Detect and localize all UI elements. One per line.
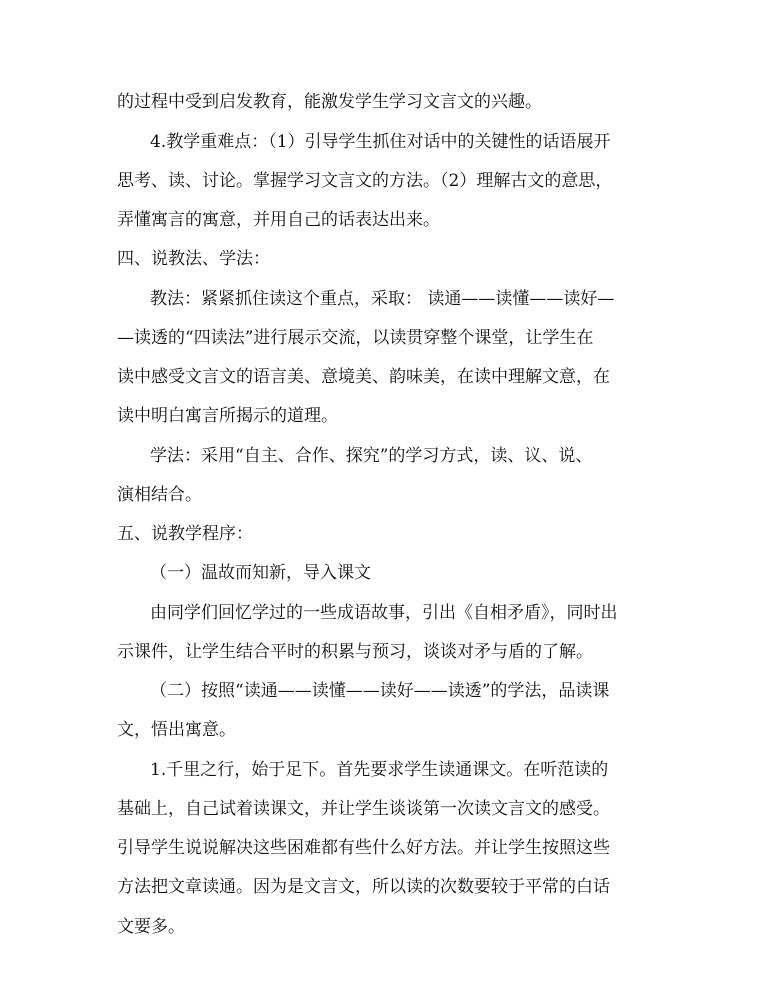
text-line: 教法：紧紧抓住读这个重点，采取： 读通——读懂——读好— bbox=[150, 289, 615, 309]
text-line: 基础上，自己试着读课文，并让学生谈谈第一次读文言文的感受。 bbox=[117, 799, 610, 819]
text-line: 方法把文章读通。因为是文言文，所以读的次数要较于平常的白话 bbox=[117, 877, 610, 897]
text-line: 示课件，让学生结合平时的积累与预习，谈谈对矛与盾的了解。 bbox=[117, 642, 593, 662]
text-line: 1.千里之行，始于足下。首先要求学生读通课文。在听范读的 bbox=[150, 760, 609, 780]
text-line: 读中感受文言文的语言美、意境美、韵味美，在读中理解文意，在 bbox=[117, 367, 610, 387]
text-line: 演相结合。 bbox=[117, 485, 202, 505]
subsection-heading: （二）按照“读通——读懂——读好——读透”的学法，品读课 bbox=[150, 681, 610, 701]
subsection-heading: （一）温故而知新，导入课文 bbox=[150, 563, 371, 583]
text-line: 学法：采用“自主、合作、探究”的学习方式，读、议、说、 bbox=[150, 446, 593, 466]
text-line: 4.教学重难点：（1）引导学生抓住对话中的关键性的话语展开 bbox=[150, 132, 611, 152]
text-line: 的过程中受到启发教育，能激发学生学习文言文的兴趣。 bbox=[117, 92, 542, 112]
section-heading: 五、说教学程序： bbox=[117, 524, 253, 544]
text-line: 弄懂寓言的寓意，并用自己的话表达出来。 bbox=[117, 210, 440, 230]
section-heading: 四、说教法、学法： bbox=[117, 249, 270, 269]
text-line: 读中明白寓言所揭示的道理。 bbox=[117, 406, 338, 426]
text-line: 文要多。 bbox=[117, 917, 185, 937]
text-line: 文，悟出寓意。 bbox=[117, 720, 236, 740]
text-line: —读透的“四读法”进行展示交流，以读贯穿整个课堂，让学生在 bbox=[117, 328, 594, 348]
text-line: 思考、读、讨论。掌握学习文言文的方法。（2）理解古文的意思， bbox=[117, 171, 613, 191]
text-line: 引导学生说说解决这些困难都有些什么好方法。并让学生按照这些 bbox=[117, 838, 610, 858]
text-line: 由同学们回忆学过的一些成语故事，引出《自相矛盾》，同时出 bbox=[150, 603, 618, 623]
